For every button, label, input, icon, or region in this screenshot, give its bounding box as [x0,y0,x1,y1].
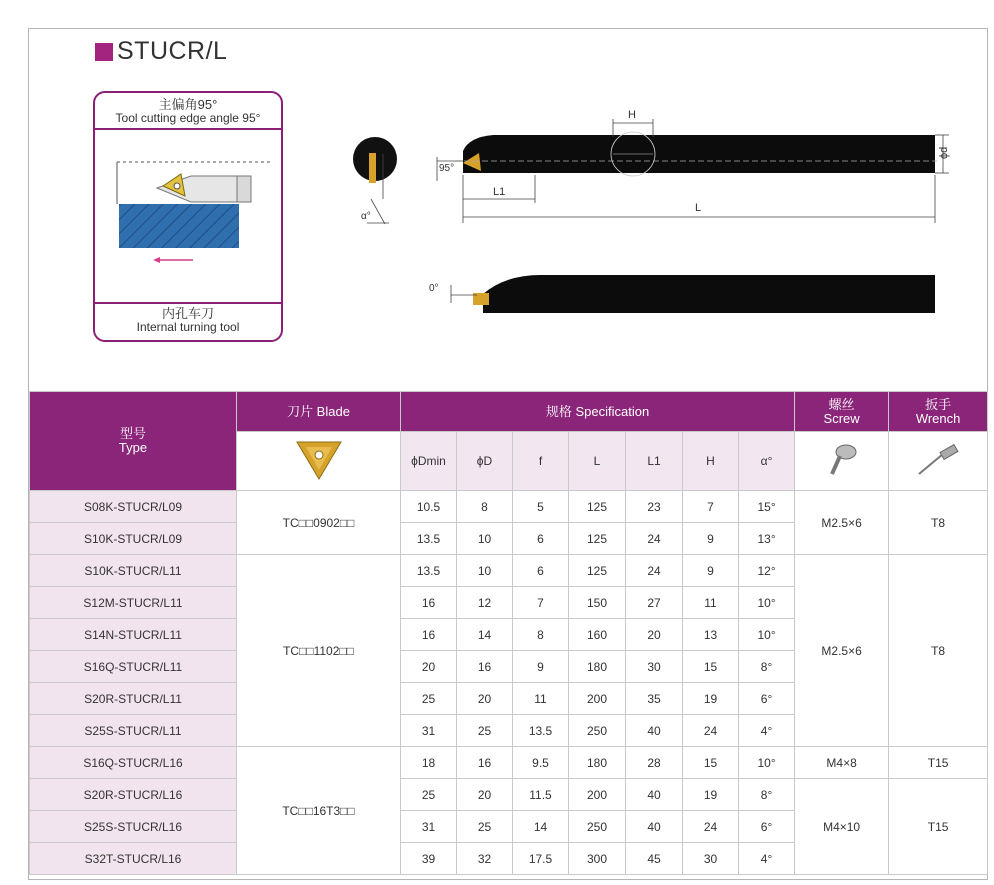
l1-cell: 20 [626,619,683,651]
h-cell: 9 [683,523,739,555]
angle-card [93,91,283,342]
catalog-panel [28,28,988,880]
alpha-cell: 12° [739,555,795,587]
dmin-cell: 20 [401,651,457,683]
h-cell: 19 [683,683,739,715]
zero-angle-label: 0° [429,283,439,294]
table-row [30,779,988,811]
title-square-icon [95,43,113,61]
l-cell: 125 [569,555,626,587]
alpha-cell: 10° [739,747,795,779]
h-cell: 24 [683,811,739,843]
d-cell: 32 [457,843,513,875]
f-cell: 6 [513,523,569,555]
f-cell: 11.5 [513,779,569,811]
dmin-cell: 16 [401,587,457,619]
l-cell: 200 [569,779,626,811]
f-cell: 5 [513,491,569,523]
type-cell: S25S-STUCR/L11 [30,715,237,747]
type-cell: S25S-STUCR/L16 [30,811,237,843]
turning-diagram-icon [95,130,281,302]
type-cell: S10K-STUCR/L11 [30,555,237,587]
card-divider-bottom [95,302,281,304]
screw-header-cn: 螺丝 [828,396,855,412]
h-cell: 7 [683,491,739,523]
dmin-cell: 31 [401,715,457,747]
type-header [30,392,237,491]
alpha-cell: 10° [739,587,795,619]
type-cell: S32T-STUCR/L16 [30,843,237,875]
d-cell: 16 [457,651,513,683]
type-cell: S20R-STUCR/L11 [30,683,237,715]
l1-cell: 40 [626,811,683,843]
h-cell: 30 [683,843,739,875]
l-cell: 200 [569,683,626,715]
wrench-cell: T15 [889,747,988,779]
l1-cell: 40 [626,779,683,811]
d-cell: 25 [457,715,513,747]
blade-group-cell: TC□□0902□□ [237,491,401,555]
col-header-l: L [569,432,626,491]
alpha-cell: 4° [739,843,795,875]
table-row [30,747,988,779]
wrench-icon [913,440,963,480]
h-cell: 19 [683,779,739,811]
dmin-cell: 13.5 [401,523,457,555]
f-cell: 8 [513,619,569,651]
tool-cn-label: 内孔车刀 [161,306,214,321]
l-label: L [695,202,702,214]
h-cell: 11 [683,587,739,619]
dmin-cell: 13.5 [401,555,457,587]
type-cell: S14N-STUCR/L11 [30,619,237,651]
wrench-header-en: Wrench [915,410,961,426]
l-cell: 180 [569,651,626,683]
tool-en-label: Internal turning tool [136,320,240,334]
table-row [30,491,988,523]
col-header-d: ϕD [457,432,513,491]
d-cell: 20 [457,779,513,811]
screw-cell: M4×10 [795,779,889,875]
d-cell: 10 [457,555,513,587]
blade-group-cell: TC□□16T3□□ [237,747,401,875]
l1-cell: 28 [626,747,683,779]
l-cell: 150 [569,587,626,619]
d-cell: 10 [457,523,513,555]
type-cell: S20R-STUCR/L16 [30,779,237,811]
dmin-cell: 18 [401,747,457,779]
wrench-cell: T15 [889,779,988,875]
l1-cell: 35 [626,683,683,715]
page-title [95,37,227,66]
f-cell: 9 [513,651,569,683]
l-cell: 250 [569,811,626,843]
h-cell: 9 [683,555,739,587]
title-text: STUCR/L [117,37,228,65]
col-header-alpha: α° [739,432,795,491]
spec-header: 规格 Specification [401,392,795,432]
screw-header-en: Screw [823,410,860,426]
alpha-cell: 8° [739,651,795,683]
col-header-l1: L1 [626,432,683,491]
type-header-cn: 型号 [119,426,146,441]
spec-table [29,391,988,875]
wrench-cell: T8 [889,555,988,747]
l1-cell: 40 [626,715,683,747]
type-cell: S16Q-STUCR/L16 [30,747,237,779]
blade-insert-cell [237,432,401,491]
wrench-header-cn: 扳手 [925,396,952,412]
h-cell: 13 [683,619,739,651]
dmin-cell: 25 [401,779,457,811]
alpha-cell: 6° [739,811,795,843]
alpha-cell: 8° [739,779,795,811]
blade-group-cell: TC□□1102□□ [237,555,401,747]
col-header-dmin: ϕDmin [401,432,457,491]
screw-image-cell [795,432,889,491]
screw-cell: M2.5×6 [795,491,889,555]
f-cell: 9.5 [513,747,569,779]
d-label: ϕd [938,146,950,159]
boring-bar-drawing [345,99,950,339]
l-cell: 300 [569,843,626,875]
alpha-cell: 13° [739,523,795,555]
table-row [30,555,988,587]
dmin-cell: 10.5 [401,491,457,523]
h-cell: 24 [683,715,739,747]
wrench-header [889,392,988,432]
type-cell: S10K-STUCR/L09 [30,523,237,555]
l-cell: 160 [569,619,626,651]
type-cell: S12M-STUCR/L11 [30,587,237,619]
screw-cell: M4×8 [795,747,889,779]
f-cell: 11 [513,683,569,715]
l1-cell: 45 [626,843,683,875]
h-label: H [628,109,636,121]
l-cell: 125 [569,491,626,523]
alpha-label: α° [361,211,371,222]
alpha-cell: 15° [739,491,795,523]
angle-en-label: Tool cutting edge angle 95° [115,111,261,125]
screw-cell: M2.5×6 [795,555,889,747]
alpha-cell: 4° [739,715,795,747]
angle-cn-label: 主偏角95° [158,97,218,112]
triangle-insert-icon [294,439,344,481]
col-header-f: f [513,432,569,491]
h-cell: 15 [683,747,739,779]
d-cell: 8 [457,491,513,523]
f-cell: 6 [513,555,569,587]
alpha-cell: 6° [739,683,795,715]
col-header-h: H [683,432,739,491]
l-cell: 180 [569,747,626,779]
dmin-cell: 31 [401,811,457,843]
l-cell: 125 [569,523,626,555]
screw-icon [822,440,862,480]
f-cell: 7 [513,587,569,619]
dmin-cell: 25 [401,683,457,715]
type-cell: S08K-STUCR/L09 [30,491,237,523]
dmin-cell: 39 [401,843,457,875]
h-cell: 15 [683,651,739,683]
dmin-cell: 16 [401,619,457,651]
screw-header [795,392,889,432]
wrench-cell: T8 [889,491,988,555]
l1-cell: 24 [626,523,683,555]
l-cell: 250 [569,715,626,747]
alpha-cell: 10° [739,619,795,651]
d-cell: 12 [457,587,513,619]
f-cell: 14 [513,811,569,843]
d-cell: 25 [457,811,513,843]
type-header-en: Type [118,440,148,455]
d-cell: 14 [457,619,513,651]
wrench-image-cell [889,432,988,491]
blade-header: 刀片 Blade [237,392,401,432]
l1-label: L1 [493,186,506,198]
f-cell: 13.5 [513,715,569,747]
d-cell: 20 [457,683,513,715]
l1-cell: 24 [626,555,683,587]
angle-95-label: 95° [439,163,455,174]
type-cell: S16Q-STUCR/L11 [30,651,237,683]
l1-cell: 27 [626,587,683,619]
d-cell: 16 [457,747,513,779]
f-cell: 17.5 [513,843,569,875]
l1-cell: 30 [626,651,683,683]
l1-cell: 23 [626,491,683,523]
